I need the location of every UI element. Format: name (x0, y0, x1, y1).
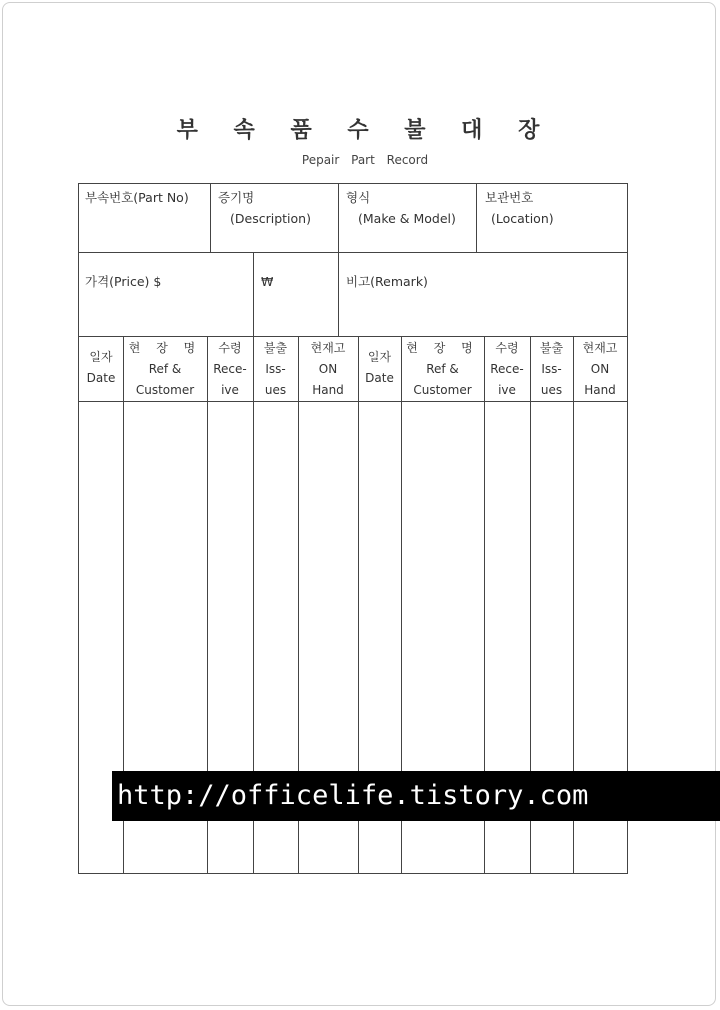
row-divider (79, 401, 627, 402)
location-label-en: (Location) (491, 211, 554, 226)
cell-divider (338, 184, 339, 252)
model-label-en: (Make & Model) (358, 211, 456, 226)
column-header-issues: 불출 Iss- ues (539, 341, 564, 397)
column-header-customer: 현 장 명 Ref & Customer (128, 341, 202, 397)
description-label-en: (Description) (230, 211, 311, 226)
model-label: 형식 (346, 190, 371, 205)
price-label: 가격(Price) $ (85, 274, 162, 289)
column-header-receive: 수령 Rece- ive (490, 341, 524, 397)
row-divider (79, 336, 627, 337)
column-header-date: 일자 Date (365, 350, 394, 385)
cell-divider (253, 252, 254, 336)
column-header-receive: 수령 Rece- ive (213, 341, 247, 397)
location-label: 보관번호 (485, 190, 534, 205)
column-header-customer: 현 장 명 Ref & Customer (406, 341, 479, 397)
cell-divider (338, 252, 339, 336)
page-subtitle: Pepair Part Record (301, 153, 429, 167)
watermark-url: http://officelife.tistory.com (112, 771, 720, 821)
remark-label: 비고(Remark) (346, 274, 428, 289)
page-title: 부 속 품 수 불 대 장 (176, 118, 554, 143)
column-header-issues: 불출 Iss- ues (263, 341, 288, 397)
cell-divider (210, 184, 211, 252)
column-header-date: 일자 Date (86, 350, 116, 385)
cell-divider (476, 184, 477, 252)
column-header-on-hand: 현재고 ON Hand (310, 341, 346, 397)
row-divider (79, 252, 627, 253)
description-label: 증기명 (218, 190, 255, 205)
part-no-label: 부속번호(Part No) (85, 190, 189, 205)
column-header-on-hand: 현재고 ON Hand (582, 341, 618, 397)
won-symbol: ₩ (261, 274, 274, 289)
